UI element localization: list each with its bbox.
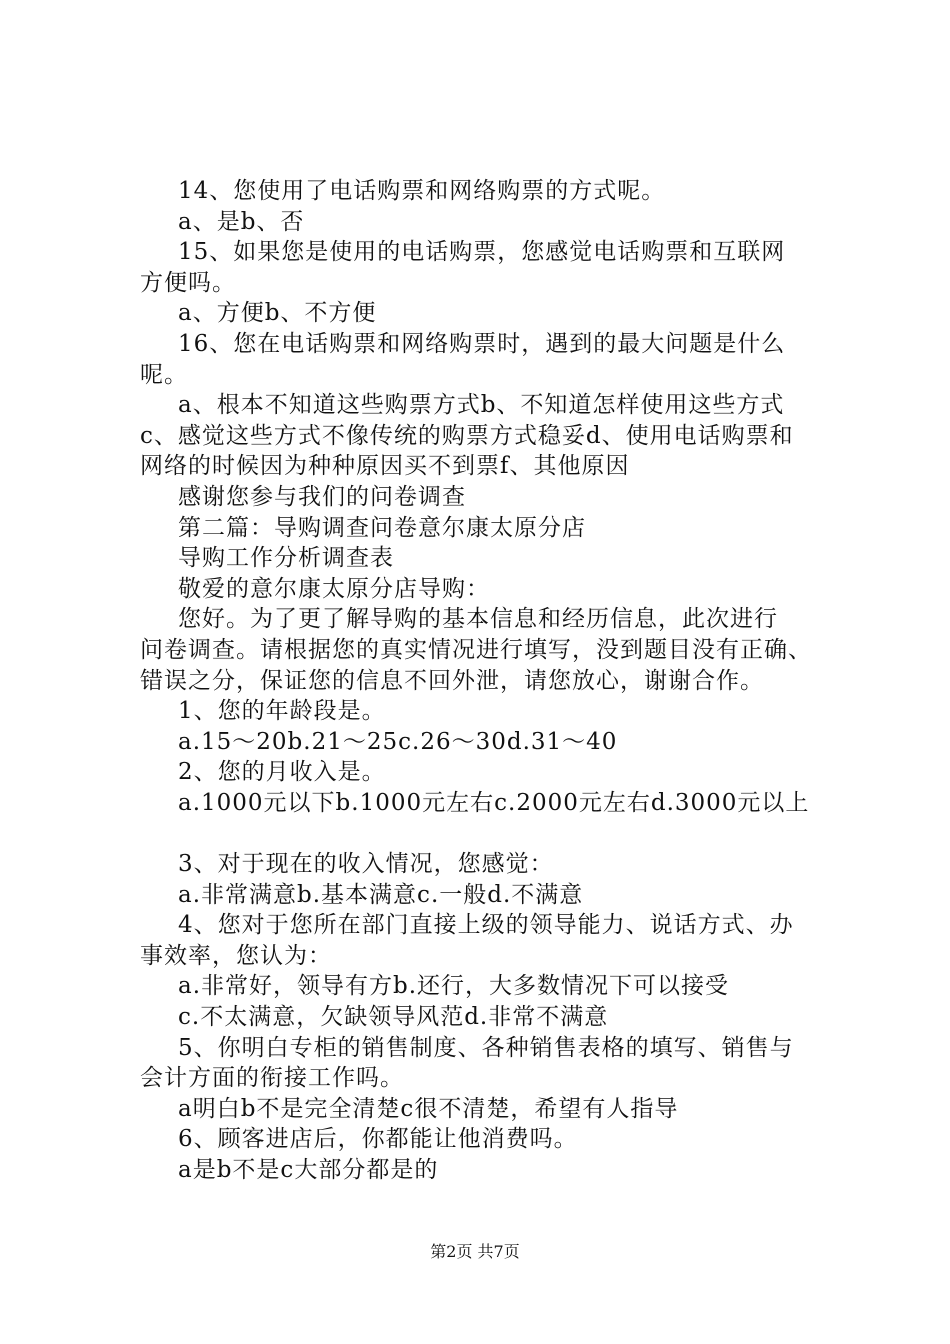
text-line: a明白b不是完全清楚c很不清楚，希望有人指导 (178, 1095, 679, 1122)
text-line: a、根本不知道这些购票方式b、不知道怎样使用这些方式 (178, 392, 785, 419)
text-line: 事效率，您认为： (140, 942, 332, 969)
text-line: 15、如果您是使用的电话购票，您感觉电话购票和互联网 (178, 239, 786, 266)
text-line: 1、您的年龄段是。 (178, 698, 386, 725)
text-line: 方便吗。 (140, 269, 236, 296)
text-line: a是b不是c大部分都是的 (178, 1157, 439, 1183)
text-line: 错误之分，保证您的信息不回外泄，请您放心，谢谢合作。 (140, 667, 764, 694)
text-line: 感谢您参与我们的问卷调查 (178, 483, 466, 510)
text-line: 6、顾客进店后，你都能让他消费吗。 (178, 1126, 578, 1153)
document-body (140, 176, 830, 1186)
text-line: a.15～20b.21～25c.26～30d.31～40 (178, 728, 618, 755)
text-line: 16、您在电话购票和网络购票时，遇到的最大问题是什么 (178, 330, 786, 357)
text-line: a.非常好，领导有方b.还行，大多数情况下可以接受 (178, 973, 730, 1000)
text-line: 4、您对于您所在部门直接上级的领导能力、说话方式、办 (178, 912, 794, 939)
text-line: 第二篇：导购调查问卷意尔康太原分店 (178, 514, 586, 541)
text-line: c.不太满意，欠缺领导风范d.非常不满意 (178, 1004, 609, 1031)
text-line: 导购工作分析调查表 (178, 545, 394, 572)
text-line: a、方便b、不方便 (178, 300, 377, 327)
blank-line (140, 818, 830, 849)
text-line: a.1000元以下b.1000元左右c.2000元左右d.3000元以上 (178, 789, 810, 816)
text-line: 敬爱的意尔康太原分店导购： (178, 575, 490, 602)
text-line: 问卷调查。请根据您的真实情况进行填写，没到题目没有正确、 (140, 636, 812, 663)
text-line: 网络的时候因为种种原因买不到票f、其他原因 (140, 453, 630, 480)
text-line: 14、您使用了电话购票和网络购票的方式呢。 (178, 178, 666, 204)
text-line: a.非常满意b.基本满意c.一般d.不满意 (178, 881, 584, 908)
text-line: c、感觉这些方式不像传统的购票方式稳妥d、使用电话购票和 (140, 422, 794, 449)
text-line: 您好。为了更了解导购的基本信息和经历信息，此次进行 (178, 606, 778, 633)
text-line: 会计方面的衔接工作吗。 (140, 1065, 404, 1092)
page-footer: 第2页 共7页 (430, 1242, 520, 1261)
text-line: 5、你明白专柜的销售制度、各种销售表格的填写、销售与 (178, 1034, 794, 1061)
text-line: 3、对于现在的收入情况，您感觉： (178, 851, 554, 878)
text-line: 呢。 (140, 361, 188, 388)
text-line: 2、您的月收入是。 (178, 759, 386, 786)
text-line: a、是b、否 (178, 208, 305, 235)
